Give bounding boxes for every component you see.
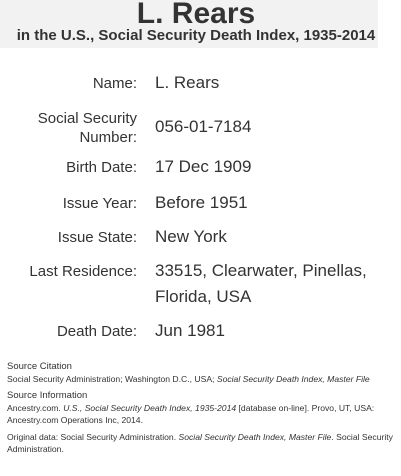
field-value: 056-01-7184	[155, 117, 252, 136]
source-info-part1: Ancestry.com.	[7, 403, 64, 413]
field-label: Issue Year:	[62, 195, 137, 212]
field-value: L. Rears	[155, 73, 220, 92]
field-label: Death Date:	[56, 323, 137, 340]
record-subtitle: in the U.S., Social Security Death Index, 1935-2014	[16, 27, 376, 44]
original-data-part1: Original data: Social Security Administration.	[7, 432, 179, 442]
source-info-heading: Source Information	[7, 390, 88, 401]
source-citation-text	[7, 373, 397, 385]
record-footer	[7, 361, 397, 460]
field-label: Last Residence:	[29, 263, 137, 280]
field-label: Name:	[92, 75, 137, 92]
field-label: Social Security Number:	[37, 110, 137, 146]
source-info-italic: U.S., Social Security Death Index, 1935-2014	[63, 403, 237, 413]
source-citation-heading: Source Citation	[7, 361, 72, 372]
original-data-italic: Social Security Death Index, Master File	[178, 432, 332, 442]
field-label: Birth Date:	[66, 159, 137, 176]
source-info-part2: [database on-line]. Provo, UT, USA: Ancestry.com Operations Inc, 2014.	[7, 403, 375, 425]
original-data	[7, 431, 397, 455]
original-data-text	[7, 431, 397, 455]
record-header	[0, 0, 378, 48]
field-value: 17 Dec 1909	[155, 157, 252, 176]
source-citation-italic: Social Security Death Index, Master File	[216, 374, 370, 384]
field-value: Before 1951	[155, 193, 248, 212]
record-title: L. Rears	[136, 0, 256, 30]
source-info-text	[7, 402, 397, 426]
source-information	[7, 390, 397, 426]
source-citation-plain: Social Security Administration; Washington D.C., USA;	[7, 374, 217, 384]
field-label: Issue State:	[57, 229, 137, 246]
field-value: 33515, Clearwater, Pinellas, Florida, USA	[155, 261, 367, 306]
field-value: New York	[155, 227, 227, 246]
source-citation	[7, 361, 397, 385]
field-value: Jun 1981	[155, 321, 225, 340]
original-data-part2: . Social Security Administration.	[7, 432, 393, 454]
